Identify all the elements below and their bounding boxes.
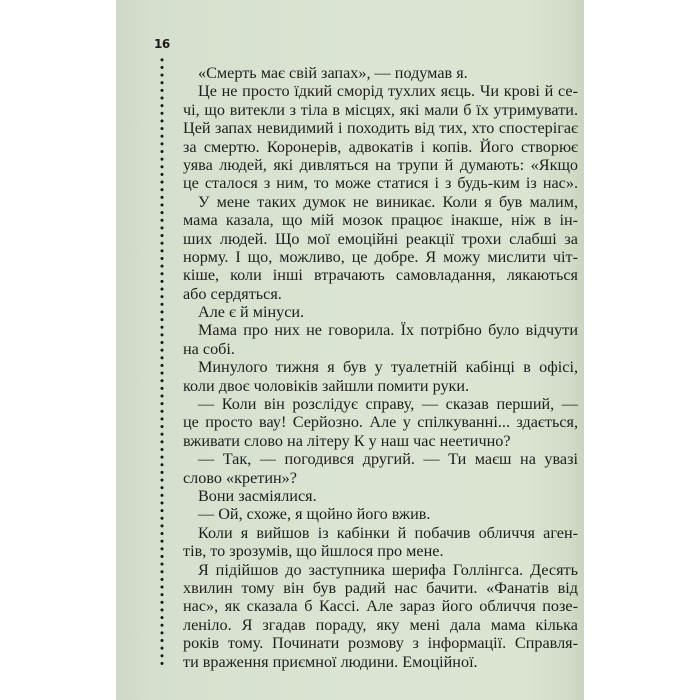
text-line: Це не просто їдкий сморід тухлих яєць. Чи крові й се- (198, 82, 578, 101)
text-line: «Смерть має свій запах», — подумав я. (198, 64, 468, 82)
text-line: це просто вау! Серйозно. Але у спілкуванні... здається, (183, 413, 578, 432)
text-line: чі, що витекли з тіла в місцях, які мали б їх утримувати. (183, 100, 578, 119)
text-line: Минулого тижня я був у туалетній кабінці в офісі, (198, 358, 578, 377)
text-line: мама казала, що мій мозок працює інакше, ніж в ін- (183, 211, 578, 230)
text-line: або сердяться. (183, 284, 282, 303)
text-line: за смертю. Коронерів, адвокатів і копів. Його створює (183, 137, 578, 156)
text-line: уява людей, які дивляться на трупи й думають: «Якщо (183, 155, 578, 174)
text-line: хвилин тому він був радий нас бачити. «Фанатів від (183, 578, 578, 597)
text-line: тів, то зрозумів, що йшлося про мене. (183, 542, 444, 561)
body-text (183, 64, 578, 671)
text-line: вживати слово на літеру К у наш час неетично? (183, 431, 511, 450)
text-line: слово «кретин»? (183, 468, 297, 487)
page-number: 16 (154, 37, 170, 51)
text-line: років тому. Починати розмову з інформації. Справля- (183, 634, 578, 653)
text-line: ти враження приємної людини. Емоційної. (183, 652, 478, 671)
text-line: нас», як сказала б Кассі. Але зараз його обличчя позе- (183, 597, 578, 616)
text-line: Цей запах невидимий і походить від тих, хто спостерігає (183, 119, 578, 138)
text-line: норму. І що, можливо, це добре. Я можу мислити чіт- (183, 247, 578, 266)
text-line: кіше, коли інші втрачають самовладання, лякаються (183, 266, 578, 285)
text-line: коли двоє чоловіків зайшли помити руки. (183, 376, 470, 395)
text-line: Але є й мінуси. (198, 303, 305, 322)
text-line: — Коли він розслідує справу, — сказав перший, — (198, 395, 578, 414)
text-line: — Ой, схоже, я щойно його вжив. (198, 505, 431, 524)
text-line: Коли я вийшов із кабінки й побачив обличчя аген- (198, 523, 578, 542)
text-line: леніло. Я згадав пораду, яку мені дала мама кілька (183, 615, 578, 634)
text-line: Мама про них не говорила. Їх потрібно було відчути (198, 321, 578, 340)
text-line: У мене таких думок не виникає. Коли я був малим, (198, 192, 578, 211)
text-line: Я підійшов до заступника шерифа Голлінгса. Десять (198, 560, 578, 579)
text-line: це сталося з ним, то може статися і з будь-ким із нас». (183, 174, 578, 193)
book-page (116, 0, 584, 700)
dotted-margin-rule (160, 56, 164, 668)
text-line: ших людей. Що мої емоційні реакції трохи слабші за (183, 229, 578, 248)
text-line: Вони засміялися. (198, 486, 317, 505)
text-line: на собі. (183, 339, 235, 358)
text-line: — Так, — погодився другий. — Ти маєш на увазі (198, 450, 578, 469)
